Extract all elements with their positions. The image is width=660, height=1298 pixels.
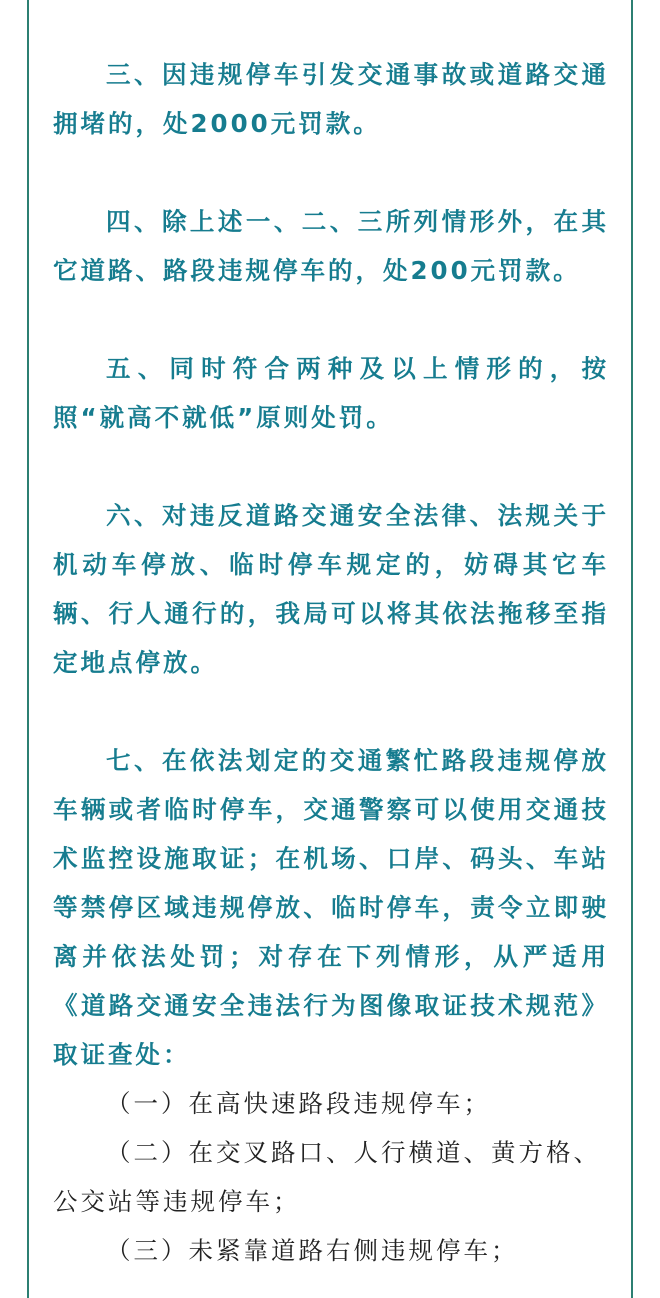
right-border-line bbox=[631, 0, 633, 1298]
sub-item-1: （一）在高快速路段违规停车； bbox=[106, 1089, 491, 1118]
left-border-line bbox=[27, 0, 29, 1298]
sub-item-2: （二）在交叉路口、人行横道、黄方格、公交站等违规停车； bbox=[53, 1138, 601, 1216]
paragraph-6: 六、对违反道路交通安全法律、法规关于机动车停放、临时停车规定的，妨碍其它车辆、行人通行的，我局可以将其依法拖移至指定地点停放。 bbox=[53, 501, 609, 677]
paragraph-5: 五、同时符合两种及以上情形的，按照“就高不就低”原则处罚。 bbox=[53, 354, 609, 432]
paragraph-gap bbox=[53, 442, 609, 491]
sub-item-3: （三）未紧靠道路右侧违规停车； bbox=[106, 1236, 519, 1265]
paragraph-4: 四、除上述一、二、三所列情形外，在其它道路、路段违规停车的，处200元罚款。 bbox=[53, 207, 609, 285]
paragraph-3: 三、因违规停车引发交通事故或道路交通拥堵的，处2000元罚款。 bbox=[53, 60, 609, 138]
paragraph-gap bbox=[53, 148, 609, 197]
article-body bbox=[53, 50, 609, 1275]
paragraph-gap bbox=[53, 687, 609, 736]
paragraph-gap bbox=[53, 295, 609, 344]
paragraph-7: 七、在依法划定的交通繁忙路段违规停放车辆或者临时停车，交通警察可以使用交通技术监控设施取证；在机场、口岸、码头、车站等禁停区域违规停放、临时停车，责令立即驶离并依法处罚；对存在下列情形，从严适用《道路交通安全违法行为图像取证技术规范》取证查处： bbox=[53, 746, 609, 1069]
